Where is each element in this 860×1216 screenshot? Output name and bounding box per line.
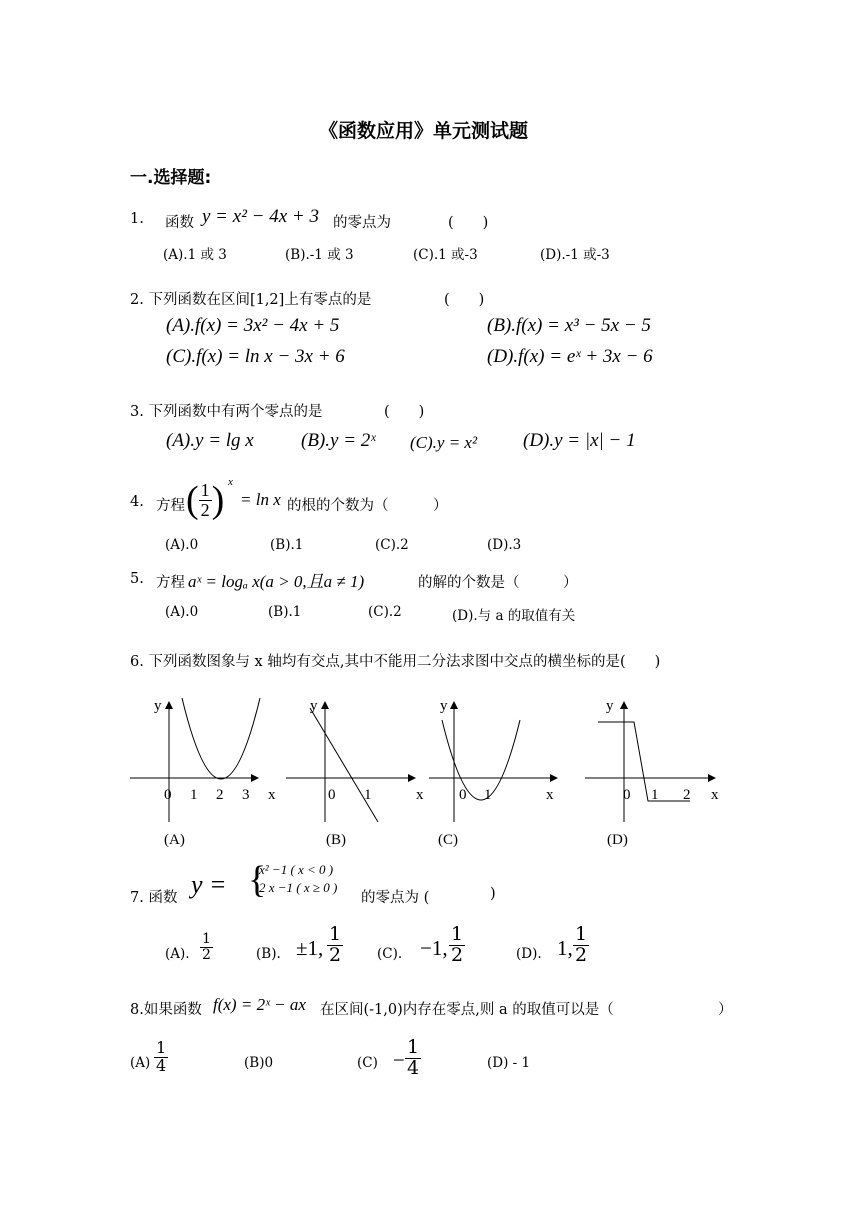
graph-b [286,698,424,848]
q8-option-c-label: (C) [357,1055,378,1071]
graph-c-label: (C) [438,832,458,848]
q8-option-b: (B)0 [244,1055,274,1071]
graph-b-ylabel: y [310,698,318,714]
q8-option-c-fraction: $\frac{1}{4}$ [407,1036,420,1079]
q7-case-2: 2 x −1 ( x ≥ 0 ) [259,880,338,895]
graph-c-tick-1: 1 [484,787,492,803]
q2-option-c: (C).f(x) = ln x − 3x + 6 [166,346,345,367]
q7-option-b-label: (B). [256,946,281,962]
graph-b-tick-0: 0 [328,787,336,803]
q1-prefix: 函数 [165,215,194,231]
q4-option-b: (B).1 [270,537,304,553]
q8-close: ） [718,1002,733,1018]
q4-prefix: 方程 [156,498,185,514]
graph-a-tick-2: 2 [216,787,224,803]
q5-number: 5. [130,571,144,587]
q5-option-a: (A).0 [165,604,199,620]
q4-option-d: (D).3 [487,537,522,553]
q8-option-d: (D) - 1 [487,1055,531,1071]
graph-c-ylabel: y [440,698,448,714]
q8-suffix: 在区间(-1,0)内存在零点,则 a 的取值可以是（ [320,1002,614,1018]
q5-option-c: (C).2 [368,604,402,620]
graph-c-xlabel: x [546,787,554,803]
q8-expression: f(x) = 2ˣ − ax [213,995,306,1014]
q5-suffix: 的解的个数是（ [418,575,520,591]
q4-exponent: x [228,476,233,488]
q5-option-b: (B).1 [268,604,302,620]
q1-option-d: (D).-1 或-3 [540,247,610,263]
graph-a-tick-3: 3 [242,787,250,803]
q3-option-b: (B).y = 2ˣ [301,430,376,451]
q7-option-d-label: (D). [516,946,542,962]
graph-a-ylabel: y [154,698,162,714]
q7-option-d-fraction: $\frac{1}{2}$ [575,923,588,966]
q8-option-a-label: (A) [130,1055,151,1071]
graph-b-tick-1: 1 [364,787,372,803]
q7-option-a-label: (A). [165,946,190,962]
q3-option-d: (D).y = |x| − 1 [523,430,636,451]
q4-numerator: 1 [200,479,210,500]
q7-option-a-fraction: $\frac{1}{2}$ [202,931,211,963]
q4-fraction-base: ( $\frac{1}{2}$ ) [186,479,225,521]
q1-option-a: (A).1 或 3 [163,247,227,263]
q5-option-d: (D).与 a 的取值有关 [452,608,576,624]
graph-c [429,698,557,848]
q1-option-b: (B).-1 或 3 [285,247,354,263]
q5-prefix: 方程 [156,575,185,591]
graph-d-label: (D) [607,832,628,848]
section-heading: 一.选择题: [130,168,212,188]
q4-option-a: (A).0 [165,537,199,553]
q6-graphs [120,690,740,860]
q1-suffix: 的零点为 [333,215,391,231]
graph-d-tick-2: 2 [683,787,691,803]
q2-option-a: (A).f(x) = 3x² − 4x + 5 [166,315,340,336]
q7-brace: { [248,859,267,901]
graph-d-tick-0: 0 [623,787,631,803]
q1-option-c: (C).1 或-3 [413,247,478,263]
q4-option-c: (C).2 [375,537,409,553]
q1-number: 1. [130,211,144,227]
q7-prefix: 7. 函数 [130,890,178,906]
q8-prefix: 8.如果函数 [130,1002,202,1018]
q7-option-c-value: −1, [420,936,448,960]
graph-a-tick-1: 1 [190,787,198,803]
q2-text: 2. 下列函数在区间[1,2]上有零点的是 [130,292,372,308]
q4-number: 4. [130,494,144,510]
graph-d-ylabel: y [606,698,614,714]
q8-option-a-fraction: $\frac{1}{4}$ [156,1038,167,1075]
q7-option-b-fraction: $\frac{1}{2}$ [329,923,342,966]
graph-c-tick-0: 0 [459,787,467,803]
q4-suffix: 的根的个数为（ [287,498,389,514]
q2-answer-paren: ( ) [444,292,485,308]
q4-denominator: 2 [200,499,210,520]
q7-y: y = [191,870,227,899]
graph-a-xlabel: x [268,787,276,803]
q3-answer-paren: ( ) [384,404,425,420]
q1-answer-paren: ( ) [448,215,489,231]
q7-option-b-value: ±1, [296,936,324,960]
q4-equation-rhs: = ln x [240,490,281,509]
q5-close: ） [563,575,578,591]
q6-text: 6. 下列函数图象与 x 轴均有交点,其中不能用二分法求图中交点的横坐标的是( ) [130,654,661,670]
q3-option-a: (A).y = lg x [166,430,254,451]
graph-d-tick-1: 1 [651,787,659,803]
q4-close: ） [433,498,448,514]
q2-option-d: (D).f(x) = eˣ + 3x − 6 [487,346,653,367]
graph-d [585,698,719,848]
q7-option-c-label: (C). [377,946,403,962]
q7-option-d-value: 1, [557,936,573,960]
graph-a-tick-0: 0 [164,787,172,803]
graph-b-label: (B) [326,832,346,848]
graph-d-xlabel: x [711,787,719,803]
q7-case-1: x² −1 ( x < 0 ) [259,862,334,877]
q8-option-c-sign: − [393,1048,405,1072]
q7-suffix: 的零点为 ( [361,890,430,906]
q3-option-c: (C).y = x² [410,433,478,452]
q7-close: ) [490,886,496,902]
page-title: 《函数应用》单元测试题 [319,120,529,142]
q5-expression: aˣ = logₐ x(a > 0,且a ≠ 1) [188,572,365,591]
q1-expression: y = x² − 4x + 3 [202,206,319,227]
graph-a [130,698,276,848]
q3-text: 3. 下列函数中有两个零点的是 [130,404,323,420]
q7-option-c-fraction: $\frac{1}{2}$ [451,923,464,966]
graph-a-label: (A) [164,832,185,848]
q2-option-b: (B).f(x) = x³ − 5x − 5 [487,315,651,336]
graph-b-xlabel: x [416,787,424,803]
